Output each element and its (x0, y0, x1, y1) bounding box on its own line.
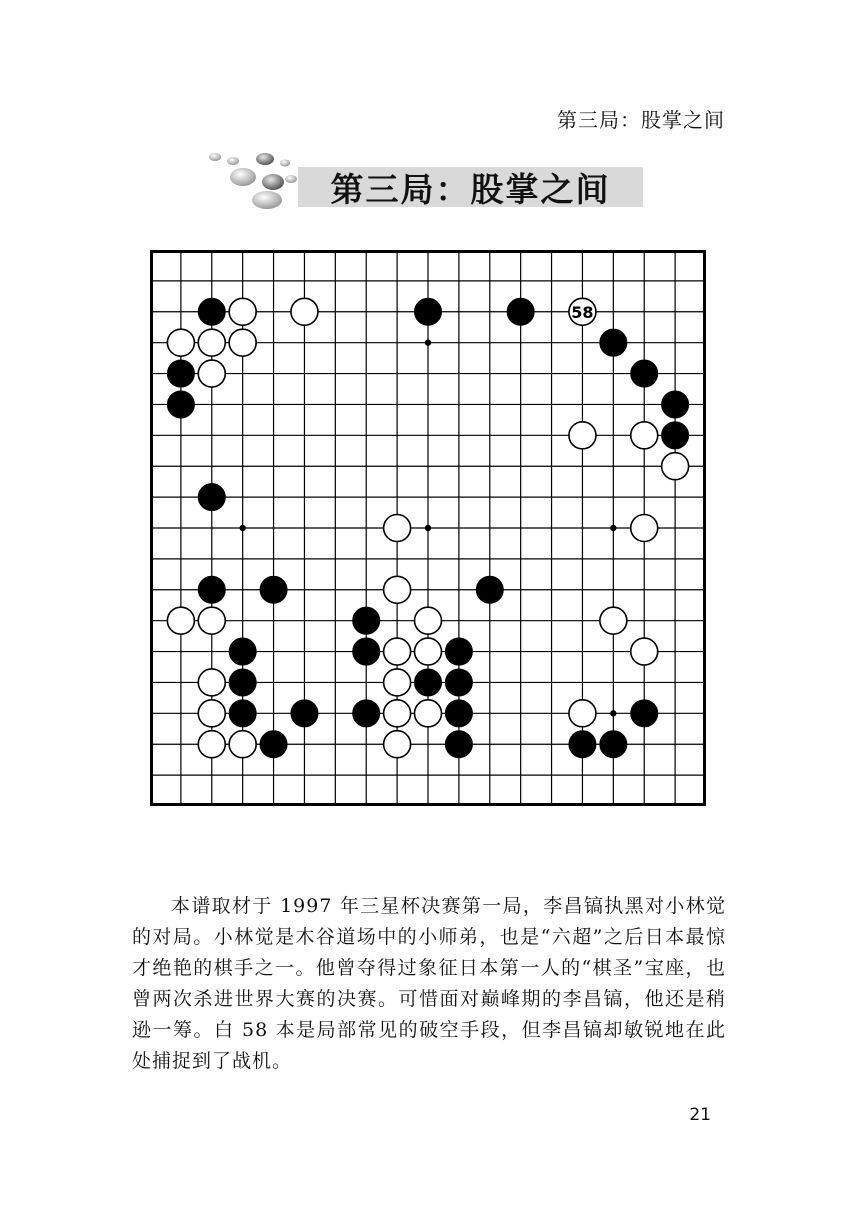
black-stone (353, 700, 380, 727)
black-stone (167, 391, 194, 418)
white-stone (631, 422, 658, 449)
white-stone (384, 638, 411, 665)
white-stone (198, 607, 225, 634)
white-stone (569, 422, 596, 449)
black-stone (198, 576, 225, 603)
white-stone (631, 638, 658, 665)
black-stone (229, 669, 256, 696)
black-stone (569, 731, 596, 758)
black-stone (476, 576, 503, 603)
black-stone (445, 669, 472, 696)
black-stone (662, 391, 689, 418)
white-stone (167, 607, 194, 634)
white-stone (384, 576, 411, 603)
white-stone (384, 669, 411, 696)
white-stone (167, 329, 194, 356)
white-stone (631, 515, 658, 542)
page-number: 21 (689, 1105, 711, 1125)
chapter-title: 第三局：股掌之间 (330, 169, 611, 209)
white-stone (229, 298, 256, 325)
star-point (425, 339, 431, 345)
white-stone (384, 731, 411, 758)
go-board-diagram (150, 250, 706, 806)
black-stone (198, 298, 225, 325)
black-stone (260, 576, 287, 603)
black-stone (507, 298, 534, 325)
white-stone (384, 515, 411, 542)
star-point (610, 525, 616, 531)
black-stone (445, 700, 472, 727)
decorative-stones-icon (205, 150, 305, 212)
black-stone (631, 700, 658, 727)
white-stone (384, 700, 411, 727)
white-stone (415, 638, 442, 665)
star-point (610, 710, 616, 716)
black-stone (415, 298, 442, 325)
white-stone (198, 731, 225, 758)
black-stone (229, 638, 256, 665)
white-stone (662, 453, 689, 480)
white-stone (229, 329, 256, 356)
white-stone (291, 298, 318, 325)
white-stone (229, 731, 256, 758)
black-stone (600, 731, 627, 758)
black-stone (167, 360, 194, 387)
chapter-title-banner (298, 167, 643, 207)
black-stone (415, 669, 442, 696)
running-header: 第三局：股掌之间 (557, 108, 725, 132)
black-stone (229, 700, 256, 727)
black-stone (662, 422, 689, 449)
black-stone (445, 731, 472, 758)
white-stone (198, 669, 225, 696)
black-stone (631, 360, 658, 387)
commentary-paragraph: 本谱取材于 1997 年三星杯决赛第一局，李昌镐执黑对小林觉的对局。小林觉是木谷道场中的小师弟，也是“六超”之后日本最惊才绝艳的棋手之一。他曾夺得过象征日本第一人的“棋圣”宝座，也曾两次杀进世界大赛的决赛。可惜面对巅峰期的李昌镐，他还是稍逊一筹。白 58 本是局部常见的破空手段，但李昌镐却敏锐地在此处捕捉到了战机。 (132, 895, 726, 1072)
black-stone (291, 700, 318, 727)
white-stone (600, 607, 627, 634)
black-stone (260, 731, 287, 758)
move-number-label: 58 (571, 302, 594, 322)
white-stone (569, 700, 596, 727)
black-stone (353, 638, 380, 665)
white-stone (198, 700, 225, 727)
star-point (239, 525, 245, 531)
black-stone (353, 607, 380, 634)
black-stone (445, 638, 472, 665)
white-stone (415, 700, 442, 727)
black-stone (600, 329, 627, 356)
white-stone (198, 360, 225, 387)
white-stone (415, 607, 442, 634)
white-stone (198, 329, 225, 356)
star-point (425, 525, 431, 531)
black-stone (198, 484, 225, 511)
